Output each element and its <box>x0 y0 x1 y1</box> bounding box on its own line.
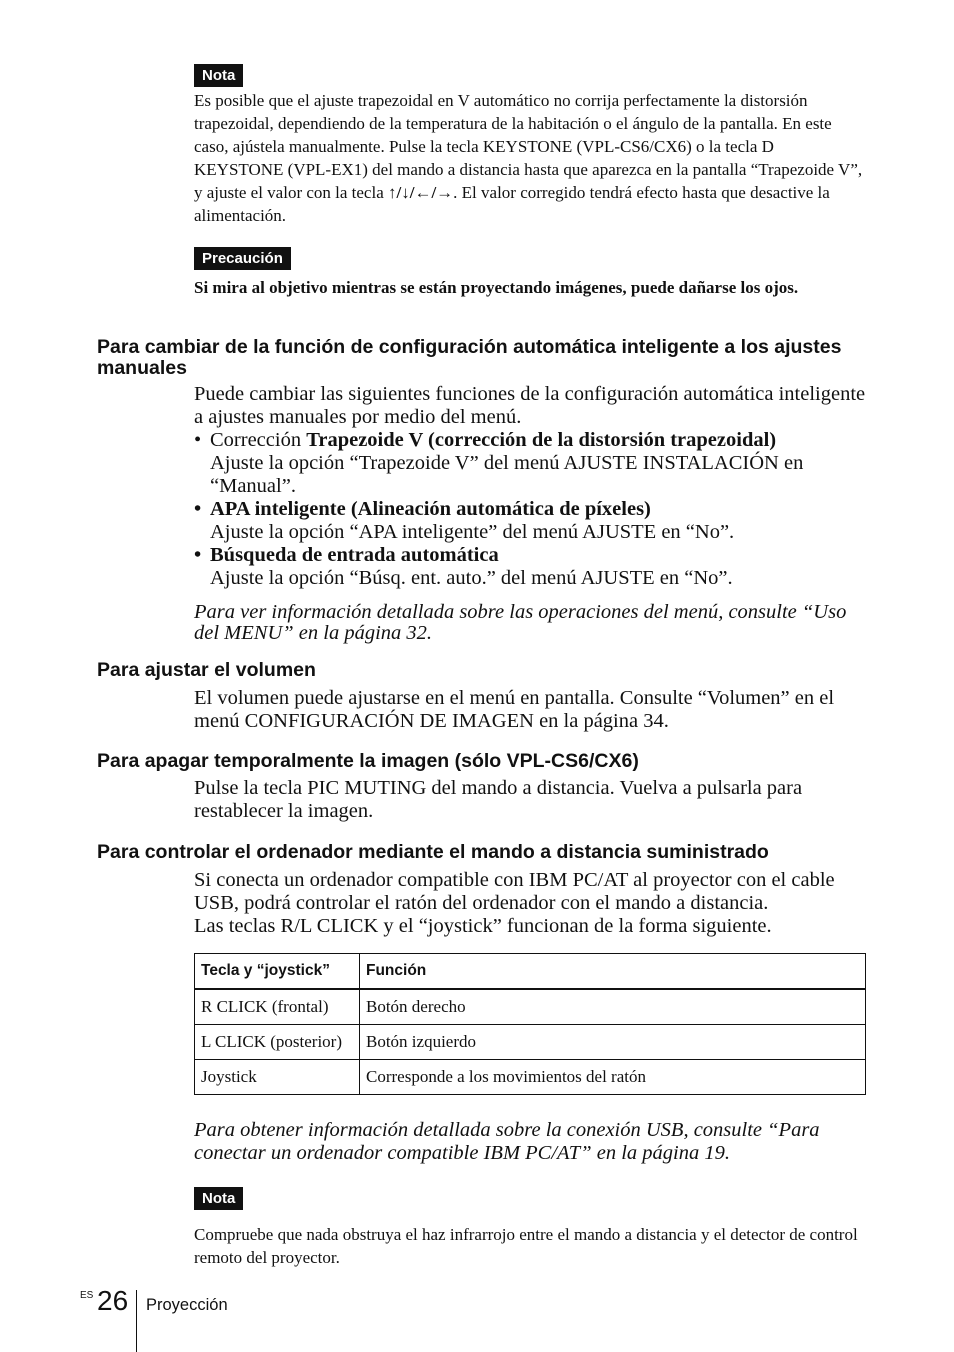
note-label: Nota <box>194 64 243 87</box>
section-auto-setup-intro: Puede cambiar las siguientes funciones de la configuración automática inteligente a ajustes manuales por medio del menú. <box>194 383 866 428</box>
section-volume-text: El volumen puede ajustarse en el menú en pantalla. Consulte “Volumen” en el menú CONFIGURACIÓN DE IMAGEN en la página 34. <box>194 687 835 732</box>
note-text-before: Es posible que el ajuste trapezoidal en V automático no corrija perfectamente la distorsión trapezoidal, dependiendo de la temperatura de la habitación o el ángulo de la pantalla. En este caso, ajústela manualmente. Pulse la tecla KEYSTONE (VPL-CS6/CX6) o la tecla D KEYSTONE (VPL-EX1) del mando a distancia hasta que aparezca en la pantalla “Trapezoide V”, y ajuste el valor con la tecla <box>194 91 863 202</box>
bullet-icon: • <box>194 498 202 520</box>
note-label: Nota <box>194 1187 243 1210</box>
table-cell-function: Botón izquierdo <box>360 1025 866 1060</box>
section-heading-auto-setup: Para cambiar de la función de configuración automática inteligente a los ajustes manuales <box>97 336 842 379</box>
table-cell-function: Botón derecho <box>360 989 866 1025</box>
arrow-keys-icon: ↑/↓/←/→ <box>388 183 454 202</box>
section-heading-remote-mouse: Para controlar el ordenador mediante el mando a distancia suministrado <box>97 841 769 863</box>
bullet-text: Ajuste la opción “Búsq. ent. auto.” del menú AJUSTE en “No”. <box>210 567 733 589</box>
table-cell-key: L CLICK (posterior) <box>195 1025 360 1060</box>
table-row <box>195 989 866 1025</box>
caution-label: Precaución <box>194 247 291 270</box>
keys-table <box>194 953 866 1095</box>
section-auto-setup-body <box>194 383 866 590</box>
caution-text: Si mira al objetivo mientras se están proyectando imágenes, puede dañarse los ojos. <box>194 278 799 297</box>
usb-reference: Para obtener información detallada sobre la conexión USB, consulte “Para conectar un ordenador compatible IBM PC/AT” en la página 19. <box>194 1119 820 1164</box>
bullet-icon: • <box>194 544 202 566</box>
list-item-body <box>194 498 866 544</box>
table-cell-key: Joystick <box>195 1060 360 1095</box>
note-text <box>194 89 866 227</box>
bullet-prefix: Corrección <box>210 429 307 451</box>
section-pic-muting-text: Pulse la tecla PIC MUTING del mando a distancia. Vuelva a pulsarla para restablecer la imagen. <box>194 777 803 822</box>
page-number: 26 <box>97 1285 129 1316</box>
table-header-row <box>195 954 866 990</box>
table-header-key: Tecla y “joystick” <box>195 954 360 990</box>
bullet-text: Ajuste la opción “APA inteligente” del menú AJUSTE en “No”. <box>210 521 735 543</box>
bullet-title: Trapezoide V (corrección de la distorsión trapezoidal) <box>306 429 777 451</box>
section-remote-mouse-text2: Las teclas R/L CLICK y el “joystick” funcionan de la forma siguiente. <box>194 915 772 937</box>
section-remote-mouse-body <box>194 869 866 938</box>
section-remote-mouse-text1: Si conecta un ordenador compatible con IBM PC/AT al proyector con el cable USB, podrá controlar el ratón del ordenador con el mando a distancia. <box>194 869 835 914</box>
footer-divider <box>136 1290 137 1352</box>
footer-section-name: Proyección <box>146 1296 228 1314</box>
list-item-body <box>194 544 866 590</box>
table-header-function: Función <box>360 954 866 990</box>
note-text: Compruebe que nada obstruya el haz infrarrojo entre el mando a distancia y el detector de control remoto del proyector. <box>194 1225 858 1267</box>
table-row <box>195 1025 866 1060</box>
list-item <box>194 429 866 498</box>
table-cell-key: R CLICK (frontal) <box>195 989 360 1025</box>
note-text-after: . El valor corregido tendrá efecto hasta que desactive la alimentación. <box>194 183 830 225</box>
bullet-title: APA inteligente (Alineación automática de píxeles) <box>210 498 651 520</box>
bullet-title: Búsqueda de entrada automática <box>210 544 499 566</box>
bullet-text: Ajuste la opción “Trapezoide V” del menú AJUSTE INSTALACIÓN en “Manual”. <box>210 452 804 497</box>
menu-reference: Para ver información detallada sobre las operaciones del menú, consulte “Uso del MENU” en la página 32. <box>194 601 847 644</box>
table-cell-function: Corresponde a los movimientos del ratón <box>360 1060 866 1095</box>
section-heading-volume: Para ajustar el volumen <box>97 659 316 681</box>
table-row <box>195 1060 866 1095</box>
bullet-icon: • <box>194 429 202 451</box>
section-heading-pic-muting: Para apagar temporalmente la imagen (sólo VPL-CS6/CX6) <box>97 750 639 772</box>
footer-language: ES <box>80 1290 94 1301</box>
